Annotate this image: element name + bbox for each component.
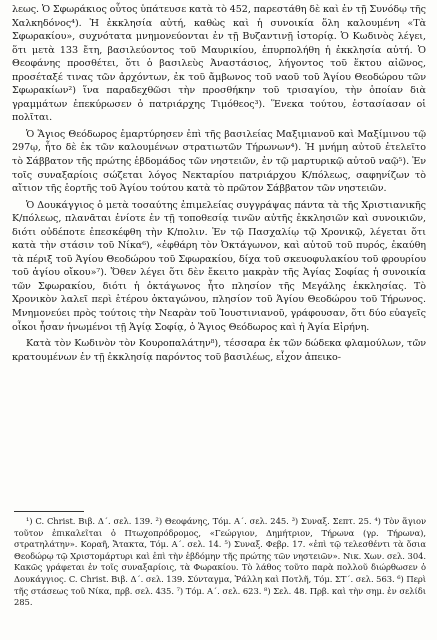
footnote-divider — [14, 511, 84, 512]
footnote-block: ¹) C. Christ. Βιβ. Δ΄. σελ. 139. ²) Θεοφάνης, Τόμ. Α΄. σελ. 245. ³) Συναξ. Σεπτ. 25. ⁴) Τὸν ἅγιον τοῦτον ἐπικαλεῖται ὁ Πτωχοπρόδρομος, «Γεώργιον, Δημήτριον, Τήρωνα (γρ. Τήρωνα), στρατηλάτην». Κοραῆ, Ἄτακτα, Τόμ. Α΄. σελ. 14. ⁵) Συναξ. Φεβρ. 17. «ἐπὶ τῷ τελεσθέντι τὰ ὅσια Θεοδώρῳ τῷ Χριστομάρτυρι καὶ ἐπὶ τὴν ἑβδόμην τῆς πρώτης τῶν νηστειῶν». Νικ. Χων. σελ. 304. Κακῶς γράφεται ἐν τοῖς συναξαρίοις, τὰ Φωρακίου. Τὸ λάθος τοῦτο παρὰ πολλοῦ διώρθωσεν ὁ Δουκάγγιος. C. Christ. Βιβ. Δ΄. σελ. 139. Σύνταγμα, Ῥάλλη καὶ Ποτλῆ, Τόμ. ΣΤ΄. σελ. 563. ⁶) Περὶ τῆς στάσεως τοῦ Νίκα, πρβ. σελ. 435. ⁷) Τόμ. Α΄. σελ. 623. ⁸) Σελ. 48. Πρβ. καὶ τὴν σημ. ἐν σελίδι 285. — [14, 516, 426, 608]
body-text — [12, 3, 426, 367]
paragraph: λεως. Ὁ Σφωράκιος οὗτος ὑπάτευσε κατὰ τὸ 452, παρεστάθη δὲ καὶ ἐν τῇ Συνόδῳ τῆς Χαλκηδόνος⁴). Ἡ ἐκκλησία αὐτή, καθὼς καὶ ἡ συνοικία ὅλη καλουμένη «Τὰ Σφωρακίου», συχνότατα μνημονεύονται ἐν τῇ Βυζαντινῇ ἱστορίᾳ. Ὁ Κωδινὸς λέγει, ὅτι μετὰ 133 ἔτη, βασιλεύοντος τοῦ Μαυρικίου, ἐπυρπολήθη ἡ ἐκκλησία αὐτή. Ὁ Θεοφάνης προσθέτει, ὅτι ὁ βασιλεὺς Ἀναστάσιος, λήγοντος τοῦ ἕκτου αἰῶνος, προσέταξέ τινας τῶν ἀρχόντων, ἐκ τοῦ ἄμβωνος τοῦ ναοῦ τοῦ Ἁγίου Θεοδώρου τῶν Σφωρακίων²) ἵνα παραδεχθῶσι τὴν προσθήκην τοῦ τρισαγίου, τὴν ὁποίαν διὰ γραμμάτων ἐπεκύρωσεν ὁ πατριάρχης Τιμόθεος³). Ἕνεκα τούτου, ἐστασίασαν οἱ πολῖται. — [12, 4, 426, 124]
paragraph: Ὁ Ἅγιος Θεόδωρος ἐμαρτύρησεν ἐπὶ τῆς βασιλείας Μαξιμιανοῦ καὶ Μαξίμινου τῷ 297ῳ, ἦτο δὲ ἐκ τῶν καλουμένων στρατιωτῶν Τήρωνων⁴). Ἡ μνήμη αὐτοῦ ἐτελεῖτο τὸ Σάββατον τῆς πρώτης ἑβδομάδος τῶν νηστειῶν, ἐν τῷ μαρτυρικῷ αὐτοῦ ναῷ⁵). Ἐν τοῖς συναξαρίοις σώζεται λόγος Νεκταρίου πατριάρχου Κ/πόλεως, σαφηνίζων τὸ αἴτιον τῆς ἑορτῆς τοῦ Ἁγίου τούτου κατὰ τὸ πρῶτον Σάββατον τῶν νηστειῶν. — [12, 128, 426, 195]
paragraph: Κατὰ τὸν Κωδινὸν τὸν Κουροπαλάτην⁸), τέσσαρα ἐκ τῶν δώδεκα φλαμούλων, τῶν κρατουμένων ἐν τῇ ἐκκλησίᾳ παρόντος τοῦ βασιλέως, εἶχον ἀπεικο- — [12, 338, 426, 363]
footnotes — [14, 516, 426, 609]
paragraph: Ὁ Δουκάγγιος ὁ μετὰ τοσαύτης ἐπιμελείας συγγράψας πάντα τὰ τῆς Χριστιανικῆς Κ/πόλεως, πλανᾶται ἐνίοτε ἐν τῇ τοποθεσίᾳ τινῶν αὐτῆς ἐκκλησιῶν καὶ συνοικιῶν, διότι οὐδέποτε ἐπεσκέφθη τὴν Κ/πολιν. Ἐν τῷ Πασχαλίῳ τῷ Χρονικῷ, λέγεται ὅτι κατὰ τὴν στάσιν τοῦ Νίκα⁶), «ἐφθάρη τὸν Ὀκτάγωνον, καὶ αὐτοῦ τοῦ πυρός, ἐκαύθη τὰ πέριξ τοῦ Ἁγίου Θεοδώρου τοῦ Σφωρακίου, δίχα τοῦ σκευοφυλακίου τοῦ φρουρίου τοῦ ἁγίου οἴκου»⁷). Ὅθεν λέγει ὅτι δὲν ἔκειτο μακρὰν τῆς Ἁγίας Σοφίας ἡ συνοικία τῶν Σφωρακίου, διότι ἡ ὀκτάγωνος ἦτο πλησίον τῆς Μεγάλης ἐκκλησίας. Τὸ Χρονικὸν λαλεῖ περὶ ἑτέρου ὀκταγώνου, πλησίον τοῦ Ἁγίου Θεοδώρου τοῦ Τήρωνος. Μνημονεύει πρὸς τούτοις τὴν Νεαρὰν τοῦ Ἰουστινιανοῦ, γράφουσαν, ὅτι δύο εὐαγεῖς οἶκοι ἦσαν ἡνωμένοι τῇ Ἁγίᾳ Σοφίᾳ, ὁ Ἅγιος Θεόδωρος καὶ ἡ Ἁγία Εἰρήνη. — [12, 199, 426, 333]
